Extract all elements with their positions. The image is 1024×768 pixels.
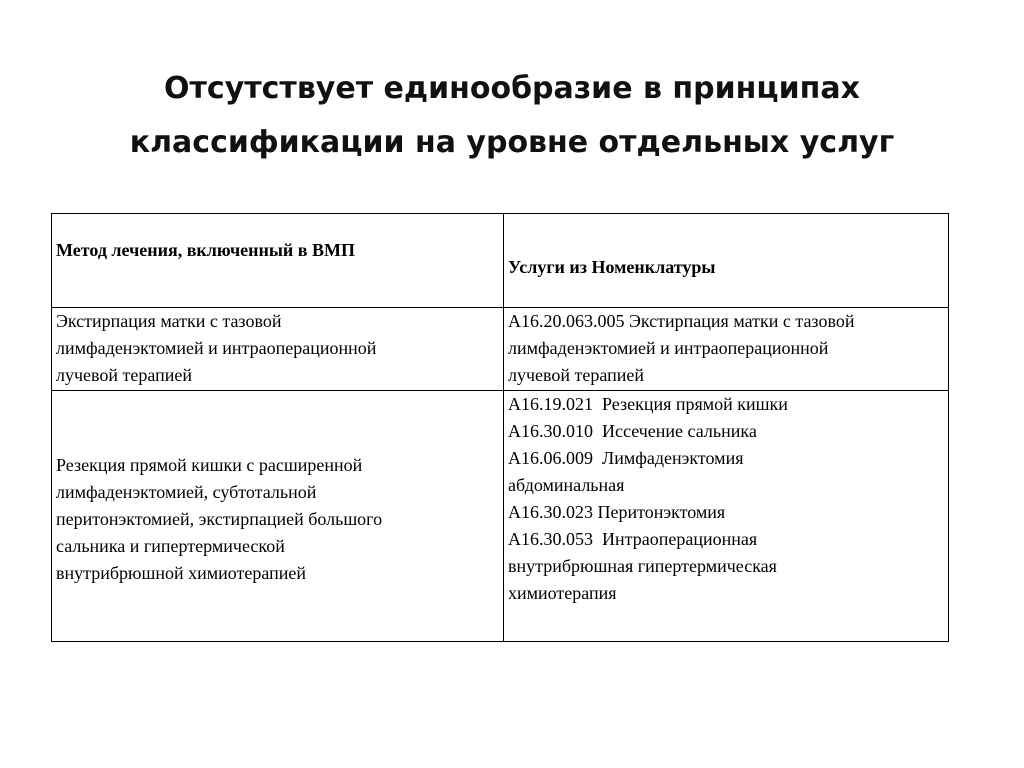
- slide-title-line-1: Отсутствует единообразие в принципах: [164, 71, 860, 106]
- method-line: лучевой терапией: [56, 365, 193, 385]
- method-cell: [52, 308, 504, 391]
- service-line: А16.06.009 Лимфаденэктомия: [508, 448, 744, 468]
- services-cell: [504, 308, 949, 391]
- service-line: лучевой терапией: [508, 365, 645, 385]
- slide-title-line-2: классификации на уровне отдельных услуг: [129, 125, 895, 160]
- service-line: А16.30.010 Иссечение сальника: [508, 421, 757, 441]
- table-row: [52, 391, 949, 642]
- method-line: лимфаденэктомией, субтотальной: [56, 481, 317, 502]
- method-line: Экстирпация матки с тазовой: [56, 311, 282, 331]
- header-method: Метод лечения, включенный в ВМП: [52, 214, 504, 308]
- method-line: сальника и гипертермической: [56, 535, 285, 556]
- table-header-row: [52, 214, 949, 308]
- header-services: Услуги из Номенклатуры: [504, 214, 949, 308]
- service-line: внутрибрюшная гипертермическая: [508, 556, 777, 576]
- method-line: перитонэктомией, экстирпацией большого: [56, 508, 383, 529]
- services-cell: [504, 391, 949, 642]
- service-line: А16.20.063.005 Экстирпация матки с тазовой: [508, 311, 855, 331]
- service-line: химиотерапия: [508, 583, 617, 603]
- service-line: А16.30.053 Интраоперационная: [508, 529, 758, 549]
- method-line: Резекция прямой кишки с расширенной: [56, 454, 363, 475]
- table-row: [52, 308, 949, 391]
- method-cell: [52, 391, 504, 642]
- method-line: внутрибрюшной химиотерапией: [56, 562, 306, 583]
- services-table: [51, 213, 949, 642]
- service-line: А16.30.023 Перитонэктомия: [508, 502, 726, 522]
- method-line: лимфаденэктомией и интраоперационной: [56, 338, 377, 358]
- slide-title: [0, 62, 1024, 170]
- service-line: лимфаденэктомией и интраоперационной: [508, 338, 829, 358]
- service-line: А16.19.021 Резекция прямой кишки: [508, 394, 788, 414]
- service-line: абдоминальная: [508, 475, 625, 495]
